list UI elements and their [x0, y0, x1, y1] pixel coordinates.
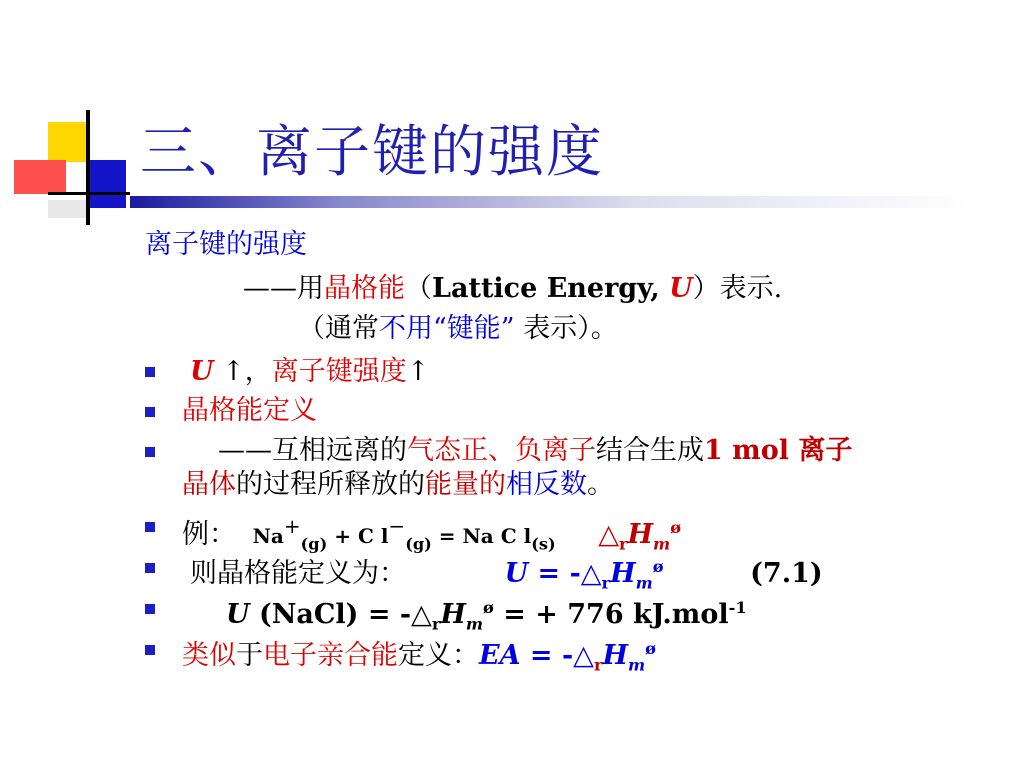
decor-blue-square: [88, 160, 126, 208]
title-underline-gradient: [130, 196, 970, 208]
slide-title: 三、离子键的强度: [140, 120, 604, 185]
bullet-marker: [145, 447, 155, 457]
decor-vertical-line: [86, 110, 90, 225]
bullet-marker: [145, 604, 155, 614]
bullet-3-line-2: 晶体的过程所释放的能量的相反数。: [182, 469, 614, 500]
bullet-4: 例： $Na^+_{(g)} + C$ $l^-_{(g)} = Na$ C $l_{(s)}$ $\triangle_rH_m^ø$: [182, 514, 681, 554]
bullet-6: U (NaCl) = $-\triangle_rH_m^ø$ = + 776 kJ.mol$^{-1}$: [226, 598, 747, 634]
bullet-1: U ↑，离子键强度↑: [190, 356, 430, 387]
bullet-marker: [145, 563, 155, 573]
bullet-marker: [145, 522, 155, 532]
decor-grey-square: [48, 200, 88, 218]
intro-line-3: （通常不用“键能” 表示）。: [298, 313, 618, 344]
bullet-marker: [145, 645, 155, 655]
bullet-7: 类似于电子亲合能定义：EA = $-\triangle_rH_m^ø$: [182, 639, 656, 675]
bullet-2: 晶格能定义: [182, 395, 317, 426]
decor-yellow-square: [48, 122, 88, 162]
intro-line-2: ——用晶格能（Lattice Energy, U）表示.: [243, 273, 783, 304]
decor-red-square: [14, 160, 66, 194]
bullet-3-line-1: ——互相远离的气态正、负离子结合生成1 mol 离子: [218, 435, 853, 466]
intro-heading: 离子键的强度: [145, 229, 307, 260]
bullet-marker: [145, 367, 155, 377]
bullet-marker: [145, 407, 155, 417]
decor-horizontal-line: [48, 192, 130, 195]
bullet-5: 则晶格能定义为： $U = -\triangle_rH_m^ø$ (7.1): [190, 557, 823, 593]
